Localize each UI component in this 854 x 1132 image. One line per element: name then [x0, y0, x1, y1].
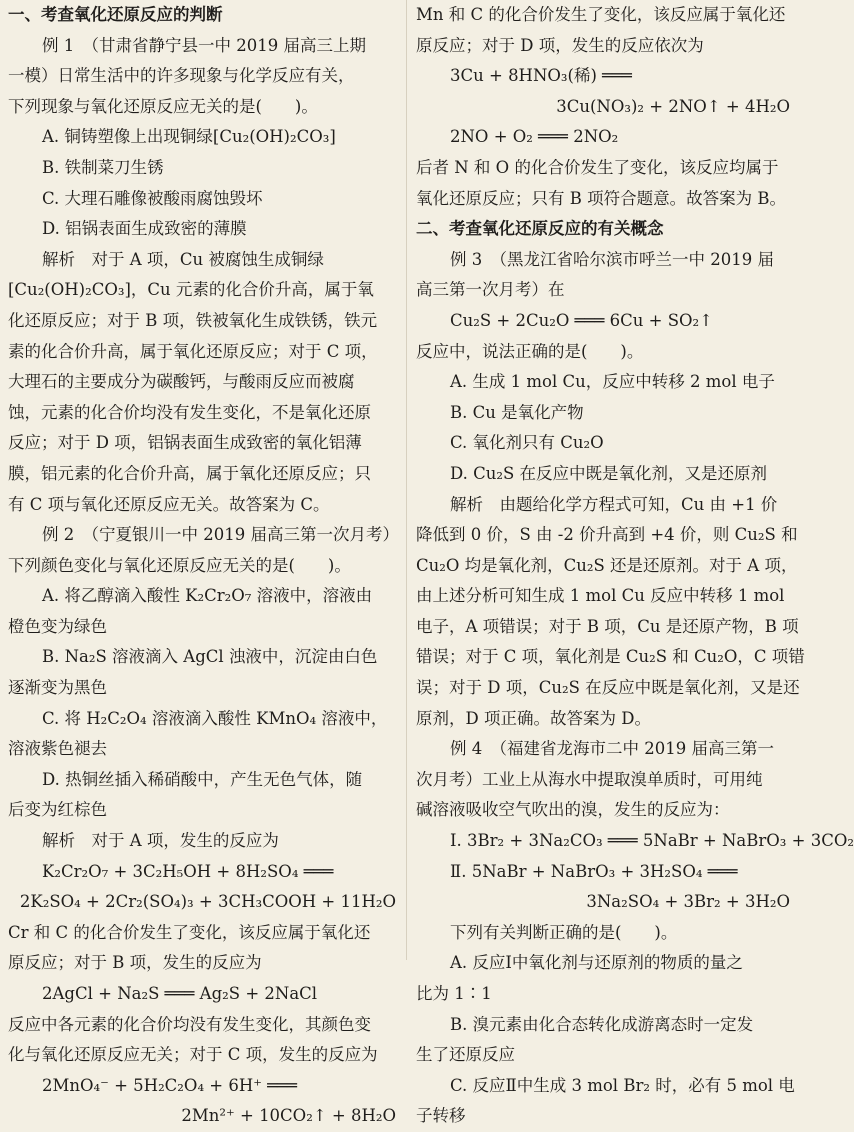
text-line: 下列颜色变化与氧化还原反应无关的是( )。 — [8, 555, 351, 575]
text-line: 比为 1∶1 — [416, 984, 492, 1003]
text-line: A. 反应Ⅰ中氧化剂与还原剂的物质的量之 — [450, 953, 743, 973]
text-line: 化与氧化还原反应无关；对于 C 项，发生的反应为 — [8, 1045, 378, 1065]
text-line: Cu₂O 均是氧化剂，Cu₂S 还是还原剂。对于 A 项， — [416, 555, 798, 575]
right-column — [416, 0, 854, 1132]
text-line: 错误；对于 C 项，氧化剂是 Cu₂S 和 Cu₂O，C 项错 — [416, 647, 805, 667]
text-line: 碱溶液吸收空气吹出的溴，发生的反应为： — [416, 800, 730, 820]
text-line: C. 反应Ⅱ中生成 3 mol Br₂ 时，必有 5 mol 电 — [450, 1075, 795, 1095]
text-line: D. 热铜丝插入稀硝酸中，产生无色气体，随 — [42, 769, 363, 789]
text-line: 下列现象与氧化还原反应无关的是( )。 — [8, 96, 318, 116]
text-line: 反应中各元素的化合价均没有发生变化，其颜色变 — [8, 1014, 371, 1034]
text-line: 例 4 （福建省龙海市二中 2019 届高三第一 — [450, 739, 774, 759]
text-line: Ⅱ. 5NaBr + NaBrO₃ + 3H₂SO₄ ═══ — [450, 861, 738, 881]
text-line: C. 大理石雕像被酸雨腐蚀毁坏 — [42, 188, 263, 208]
text-line: 例 3 （黑龙江省哈尔滨市呼兰一中 2019 届 — [450, 249, 774, 269]
text-line: B. 溴元素由化合态转化成游离态时一定发 — [450, 1014, 754, 1034]
text-line: B. 铁制菜刀生锈 — [42, 157, 164, 177]
text-line: B. Cu 是氧化产物 — [450, 402, 584, 422]
text-line: K₂Cr₂O₇ + 3C₂H₅OH + 8H₂SO₄ ═══ — [42, 861, 334, 881]
text-line: 后变为红棕色 — [8, 800, 107, 820]
text-line: 大理石的主要成分为碳酸钙，与酸雨反应而被腐 — [8, 372, 355, 392]
text-line: 下列有关判断正确的是( )。 — [450, 922, 678, 942]
text-line: 2MnO₄⁻ + 5H₂C₂O₄ + 6H⁺ ═══ — [42, 1075, 298, 1095]
text-line: 2AgCl + Na₂S ═══ Ag₂S + 2NaCl — [42, 984, 318, 1003]
text-line: 原反应；对于 D 项，发生的反应依次为 — [416, 35, 704, 55]
text-line: 由上述分析可知生成 1 mol Cu 反应中转移 1 mol — [416, 586, 785, 606]
text-line: 后者 N 和 O 的化合价发生了变化，该反应均属于 — [416, 157, 779, 177]
text-line: 一模）日常生活中的许多现象与化学反应有关， — [8, 66, 355, 86]
text-line: A. 将乙醇滴入酸性 K₂Cr₂O₇ 溶液中，溶液由 — [42, 586, 373, 606]
text-line: Cu₂S + 2Cu₂O ═══ 6Cu + SO₂↑ — [450, 310, 714, 330]
text-line: 解析 由题给化学方程式可知，Cu 由 +1 价 — [450, 494, 778, 514]
text-line: 高三第一次月考）在 — [416, 280, 565, 300]
left-column — [8, 0, 400, 1132]
column-divider — [406, 0, 407, 960]
text-line: 2NO + O₂ ═══ 2NO₂ — [450, 127, 619, 147]
text-line: 3Na₂SO₄ + 3Br₂ + 3H₂O — [586, 892, 790, 912]
text-line: 3Cu + 8HNO₃(稀) ═══ — [450, 66, 632, 86]
text-line: 反应；对于 D 项，铝锅表面生成致密的氧化铝薄 — [8, 433, 362, 453]
text-line: 3Cu(NO₃)₂ + 2NO↑ + 4H₂O — [556, 96, 790, 116]
text-line: 反应中，说法正确的是( )。 — [416, 341, 644, 361]
text-line: 氧化还原反应；只有 B 项符合题意。故答案为 B。 — [416, 188, 786, 208]
text-line: C. 将 H₂C₂O₄ 溶液滴入酸性 KMnO₄ 溶液中， — [42, 708, 388, 728]
text-line: 次月考）工业上从海水中提取溴单质时，可用纯 — [416, 769, 763, 789]
text-line: B. Na₂S 溶液滴入 AgCl 浊液中，沉淀由白色 — [42, 647, 378, 667]
text-line: 蚀，元素的化合价均没有发生变化，不是氧化还原 — [8, 402, 371, 422]
text-line: 解析 对于 A 项，Cu 被腐蚀生成铜绿 — [42, 249, 324, 269]
text-line: 例 1 （甘肃省静宁县一中 2019 届高三上期 — [42, 35, 366, 55]
section-heading: 一、考查氧化还原反应的判断 — [8, 5, 223, 24]
text-line: D. 铝锅表面生成致密的薄膜 — [42, 219, 247, 239]
text-line: 溶液紫色褪去 — [8, 739, 107, 759]
text-line: 有 C 项与氧化还原反应无关。故答案为 C。 — [8, 494, 330, 514]
text-line: A. 铜铸塑像上出现铜绿[Cu₂(OH)₂CO₃] — [42, 127, 336, 147]
text-line: 2Mn²⁺ + 10CO₂↑ + 8H₂O — [181, 1106, 396, 1126]
text-line: Ⅰ. 3Br₂ + 3Na₂CO₃ ═══ 5NaBr + NaBrO₃ + 3CO₂ — [450, 831, 854, 851]
text-line: 逐渐变为黑色 — [8, 678, 107, 698]
text-line: A. 生成 1 mol Cu，反应中转移 2 mol 电子 — [450, 372, 775, 392]
text-line: [Cu₂(OH)₂CO₃]，Cu 元素的化合价升高，属于氧 — [8, 280, 374, 300]
text-line: 误；对于 D 项，Cu₂S 在反应中既是氧化剂，又是还 — [416, 678, 800, 698]
text-line: 降低到 0 价，S 由 -2 价升高到 +4 价，则 Cu₂S 和 — [416, 525, 798, 545]
text-line: 子转移 — [416, 1106, 466, 1126]
text-line: 膜，铝元素的化合价升高，属于氧化还原反应；只 — [8, 463, 371, 483]
text-line: 电子，A 项错误；对于 B 项，Cu 是还原产物，B 项 — [416, 616, 799, 636]
text-line: 生了还原反应 — [416, 1045, 515, 1065]
text-line: 原反应；对于 B 项，发生的反应为 — [8, 953, 262, 973]
text-line: 例 2 （宁夏银川一中 2019 届高三第一次月考） — [42, 525, 399, 545]
text-line: 化还原反应；对于 B 项，铁被氧化生成铁锈，铁元 — [8, 310, 378, 330]
text-line: 橙色变为绿色 — [8, 616, 107, 636]
text-line: C. 氧化剂只有 Cu₂O — [450, 433, 604, 453]
text-line: 解析 对于 A 项，发生的反应为 — [42, 831, 279, 851]
text-line: 原剂，D 项正确。故答案为 D。 — [416, 708, 651, 728]
text-line: Cr 和 C 的化合价发生了变化，该反应属于氧化还 — [8, 922, 371, 942]
text-line: Mn 和 C 的化合价发生了变化，该反应属于氧化还 — [416, 5, 786, 24]
text-line: 素的化合价升高，属于氧化还原反应；对于 C 项， — [8, 341, 378, 361]
text-line: 2K₂SO₄ + 2Cr₂(SO₄)₃ + 3CH₃COOH + 11H₂O — [19, 892, 396, 912]
section-heading: 二、考查氧化还原反应的有关概念 — [416, 219, 664, 239]
text-line: D. Cu₂S 在反应中既是氧化剂，又是还原剂 — [450, 463, 768, 483]
